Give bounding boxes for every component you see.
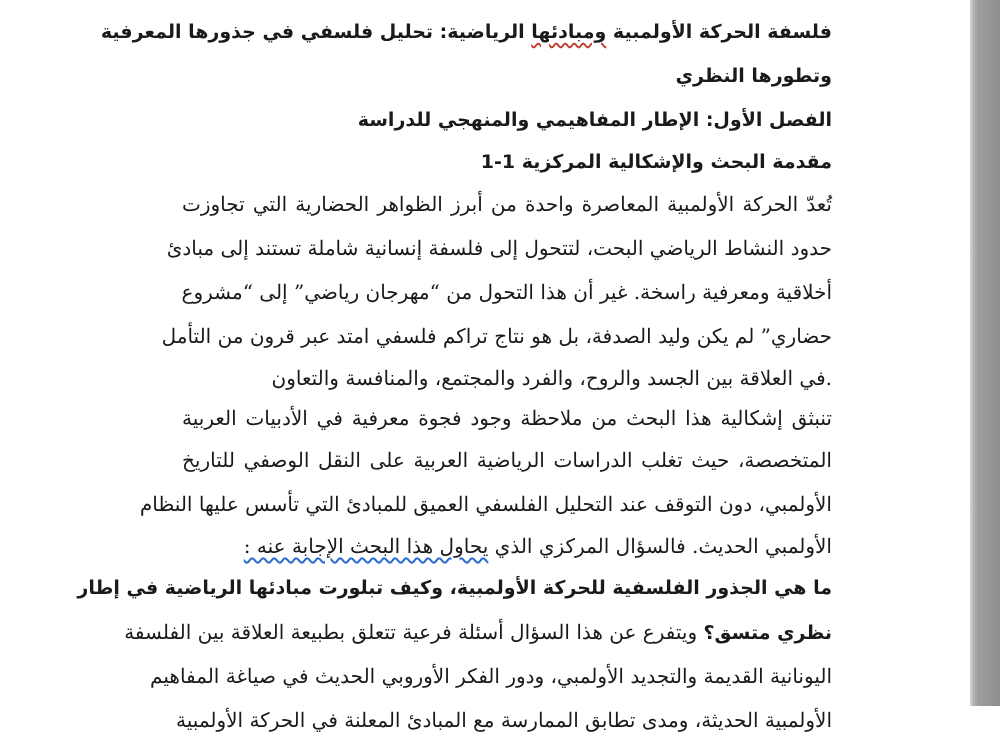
paragraph-line: اليونانية القديمة والتجديد الأولمبي، ودور الفكر الأوروبي الحديث في صياغة المفاهيم: [150, 664, 832, 688]
title-text-rest: الرياضية: تحليل فلسفي في جذورها المعرفية: [100, 21, 532, 43]
paragraph-line: الأولمبية الحديثة، ومدى تطابق الممارسة مع المبادئ المعلنة في الحركة الأولمبية: [176, 708, 832, 732]
research-question-end: نظري متسق؟: [703, 622, 832, 644]
research-question-line-1: ما هي الجذور الفلسفية للحركة الأولمبية، وكيف تبلورت مبادئها الرياضية في إطار: [77, 577, 832, 599]
paragraph-line: حضاري” لم يكن وليد الصدفة، بل هو نتاج تراكم فلسفي امتد عبر قرون من التأمل: [161, 324, 832, 348]
grammar-underlined-text: يحاول هذا البحث الإجابة عنه :: [243, 534, 489, 558]
title-spellcheck-word: ومبادئها: [531, 21, 607, 43]
paragraph-line: المتخصصة، حيث تغلب الدراسات الرياضية العربية على النقل الوصفي للتاريخ: [182, 448, 832, 472]
paragraph-line: [182, 526, 832, 566]
paragraph-text: ويتفرع عن هذا السؤال أسئلة فرعية تتعلق بطبيعة العلاقة بين الفلسفة: [124, 620, 704, 644]
document-body: [77, 10, 832, 742]
paragraph-text: الأولمبي الحديث. فالسؤال المركزي الذي: [488, 534, 832, 558]
paragraph-line: .في العلاقة بين الجسد والروح، والفرد والمجتمع، والمنافسة والتعاون: [271, 366, 832, 390]
paragraph-line: حدود النشاط الرياضي البحت، لتتحول إلى فلسفة إنسانية شاملة تستند إلى مبادئ: [166, 236, 832, 260]
paragraph-line: الأولمبي، دون التوقف عند التحليل الفلسفي العميق للمبادئ التي تأسس عليها النظام: [139, 492, 832, 516]
chapter-heading: الفصل الأول: الإطار المفاهيمي والمنهجي للدراسة: [357, 109, 832, 131]
document-title-line-2: وتطورها النظري: [675, 65, 832, 87]
section-heading: مقدمة البحث والإشكالية المركزية 1-1: [480, 151, 832, 173]
paragraph-line: تنبثق إشكالية هذا البحث من ملاحظة وجود فجوة معرفية في الأدبيات العربية: [182, 406, 832, 430]
document-title-line-1: [100, 10, 832, 54]
paragraph-line: أخلاقية ومعرفية راسخة. غير أن هذا التحول من “مهرجان رياضي” إلى “مشروع: [181, 280, 832, 304]
window-gutter: [970, 0, 1000, 706]
research-question-line-2: [124, 610, 832, 654]
paragraph-line: تُعدّ الحركة الأولمبية المعاصرة واحدة من أبرز الظواهر الحضارية التي تجاوزت: [182, 192, 832, 216]
title-text: فلسفة الحركة الأولمبية: [606, 21, 832, 43]
